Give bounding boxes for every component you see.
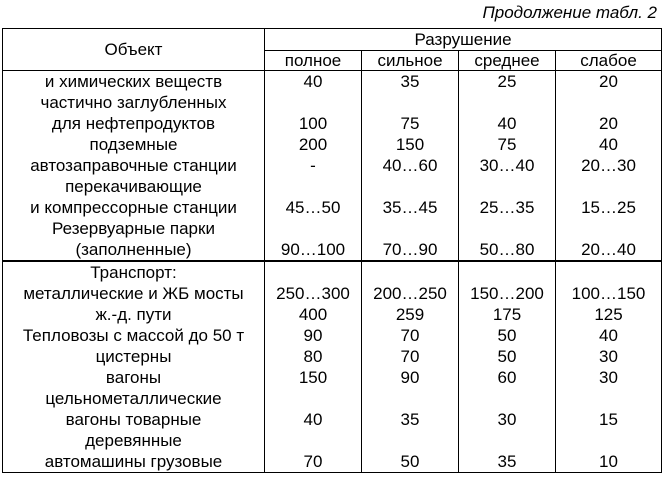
value-cell: [459, 430, 556, 451]
value-cell: 30: [556, 367, 662, 388]
value-cell: [556, 430, 662, 451]
header-level-full: полное: [265, 51, 362, 71]
object-cell: для нефтепродуктов: [3, 113, 265, 134]
value-cell: [459, 388, 556, 409]
header-level-weak: слабое: [556, 51, 662, 71]
value-cell: [459, 218, 556, 239]
table-row: [3, 239, 662, 261]
table-row: [3, 113, 662, 134]
object-cell: цистерны: [3, 346, 265, 367]
value-cell: 70: [362, 325, 459, 346]
object-cell: (заполненные): [3, 239, 265, 261]
value-cell: 150…200: [459, 283, 556, 304]
value-cell: 25: [459, 71, 556, 93]
value-cell: [265, 261, 362, 283]
value-cell: [265, 388, 362, 409]
table-row: [3, 218, 662, 239]
object-cell: вагоны: [3, 367, 265, 388]
value-cell: [362, 176, 459, 197]
value-cell: 30: [556, 346, 662, 367]
table-row: [3, 176, 662, 197]
object-cell: автозаправочные станции: [3, 155, 265, 176]
value-cell: [459, 261, 556, 283]
value-cell: 200: [265, 134, 362, 155]
value-cell: 50: [459, 325, 556, 346]
header-level-strong: сильное: [362, 51, 459, 71]
value-cell: [265, 176, 362, 197]
value-cell: 40: [556, 134, 662, 155]
value-cell: 45…50: [265, 197, 362, 218]
object-cell: деревянные: [3, 430, 265, 451]
value-cell: 40: [265, 71, 362, 93]
value-cell: 20: [556, 113, 662, 134]
table-row: [3, 430, 662, 451]
header-destruction: Разрушение: [265, 29, 662, 51]
object-cell: ж.-д. пути: [3, 304, 265, 325]
value-cell: [556, 388, 662, 409]
value-cell: 150: [265, 367, 362, 388]
value-cell: 250…300: [265, 283, 362, 304]
table-row: [3, 134, 662, 155]
table-row: [3, 451, 662, 473]
value-cell: 35…45: [362, 197, 459, 218]
object-cell: Тепловозы с массой до 50 т: [3, 325, 265, 346]
value-cell: [556, 176, 662, 197]
value-cell: 75: [459, 134, 556, 155]
table-row: [3, 92, 662, 113]
value-cell: [459, 92, 556, 113]
value-cell: 60: [459, 367, 556, 388]
object-cell: и компрессорные станции: [3, 197, 265, 218]
value-cell: [265, 92, 362, 113]
object-cell: Транспорт:: [3, 261, 265, 283]
destruction-table: [2, 28, 662, 473]
value-cell: 259: [362, 304, 459, 325]
value-cell: [556, 218, 662, 239]
object-cell: частично заглубленных: [3, 92, 265, 113]
value-cell: 90…100: [265, 239, 362, 261]
value-cell: 200…250: [362, 283, 459, 304]
value-cell: [362, 261, 459, 283]
value-cell: 35: [459, 451, 556, 473]
table-row: [3, 283, 662, 304]
table-row: [3, 155, 662, 176]
value-cell: 175: [459, 304, 556, 325]
value-cell: [362, 430, 459, 451]
value-cell: 35: [362, 71, 459, 93]
value-cell: 50: [459, 346, 556, 367]
value-cell: 100…150: [556, 283, 662, 304]
value-cell: 15: [556, 409, 662, 430]
value-cell: [362, 218, 459, 239]
value-cell: 40: [459, 113, 556, 134]
value-cell: 40…60: [362, 155, 459, 176]
value-cell: 75: [362, 113, 459, 134]
value-cell: [556, 261, 662, 283]
table-row: [3, 71, 662, 93]
object-cell: подземные: [3, 134, 265, 155]
table-row: [3, 388, 662, 409]
value-cell: 30: [459, 409, 556, 430]
value-cell: 40: [556, 325, 662, 346]
table-row: [3, 261, 662, 283]
object-cell: Резервуарные парки: [3, 218, 265, 239]
table-row: [3, 346, 662, 367]
value-cell: 125: [556, 304, 662, 325]
value-cell: 100: [265, 113, 362, 134]
value-cell: -: [265, 155, 362, 176]
header-object: Объект: [3, 29, 265, 71]
value-cell: 90: [362, 367, 459, 388]
value-cell: 35: [362, 409, 459, 430]
value-cell: 30…40: [459, 155, 556, 176]
value-cell: 40: [265, 409, 362, 430]
value-cell: 20…40: [556, 239, 662, 261]
value-cell: 20…30: [556, 155, 662, 176]
object-cell: цельнометаллические: [3, 388, 265, 409]
table-row: [3, 367, 662, 388]
table-row: [3, 409, 662, 430]
value-cell: 50: [362, 451, 459, 473]
value-cell: 70…90: [362, 239, 459, 261]
object-cell: вагоны товарные: [3, 409, 265, 430]
value-cell: 25…35: [459, 197, 556, 218]
table-caption: Продолжение табл. 2: [482, 3, 657, 22]
table-row: [3, 304, 662, 325]
object-cell: автомашины грузовые: [3, 451, 265, 473]
object-cell: металлические и ЖБ мосты: [3, 283, 265, 304]
object-cell: перекачивающие: [3, 176, 265, 197]
value-cell: 15…25: [556, 197, 662, 218]
value-cell: 400: [265, 304, 362, 325]
value-cell: 90: [265, 325, 362, 346]
value-cell: 150: [362, 134, 459, 155]
value-cell: [556, 92, 662, 113]
value-cell: [265, 430, 362, 451]
value-cell: [362, 92, 459, 113]
table-row: [3, 197, 662, 218]
value-cell: 70: [362, 346, 459, 367]
value-cell: 10: [556, 451, 662, 473]
value-cell: [459, 176, 556, 197]
value-cell: [265, 218, 362, 239]
value-cell: 50…80: [459, 239, 556, 261]
object-cell: и химических веществ: [3, 71, 265, 93]
value-cell: [362, 388, 459, 409]
header-level-medium: среднее: [459, 51, 556, 71]
table-row: [3, 325, 662, 346]
value-cell: 20: [556, 71, 662, 93]
value-cell: 70: [265, 451, 362, 473]
value-cell: 80: [265, 346, 362, 367]
